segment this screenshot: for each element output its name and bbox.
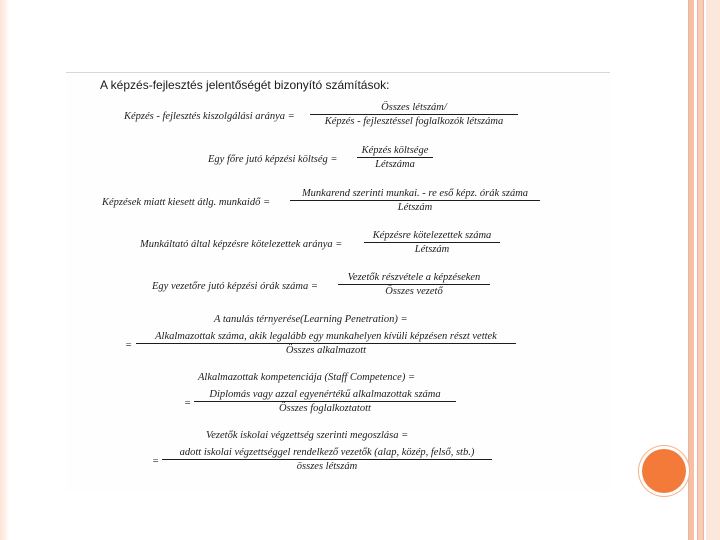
right-decor-line <box>688 0 689 540</box>
formula-lhs: Képzések miatt kiesett átlg. munkaidő = <box>102 197 271 208</box>
formula-lhs: Egy vezetőre jutó képzési órák száma = <box>152 281 318 292</box>
scan-top-border <box>66 72 610 73</box>
denominator: Összes alkalmazott <box>285 345 367 356</box>
denominator: összes létszám <box>296 461 358 472</box>
formula-lhs: Egy főre jutó képzési költség = <box>208 154 338 165</box>
numerator: Képzés költsége <box>361 145 429 156</box>
orange-circle-decor <box>642 449 686 493</box>
denominator: Létszám <box>397 202 433 213</box>
equals-sign: = <box>152 456 160 467</box>
formula-fraction <box>162 447 492 472</box>
numerator: Alkalmazottak száma, akik legalább egy munkahelyen kívüli képzésen részt vettek <box>155 331 497 342</box>
denominator: Összes vezető <box>385 286 443 297</box>
formula-title: Vezetők iskolai végzettség szerinti megoszlása = <box>206 430 409 441</box>
equals-sign: = <box>125 340 133 351</box>
right-decor-line <box>703 0 704 540</box>
numerator: Diplomás vagy azzal egyenértékű alkalmazottak száma <box>209 389 441 400</box>
formula-lhs: Munkáltató által képzésre kötelezettek aránya = <box>140 239 343 250</box>
left-decor-strip <box>0 0 9 540</box>
page-heading: A képzés-fejlesztés jelentőségét bizonyító számítások: <box>100 78 390 92</box>
formula-fraction <box>290 188 540 213</box>
equals-sign: = <box>184 398 192 409</box>
numerator: adott iskolai végzettséggel rendelkező vezetők (alap, közép, felső, stb.) <box>179 447 475 458</box>
denominator: Létszám <box>414 244 450 255</box>
formula-fraction <box>310 102 518 127</box>
formula-title: A tanulás térnyerése(Learning Penetration) = <box>214 314 408 325</box>
numerator: Vezetők részvétele a képzéseken <box>347 272 481 283</box>
numerator: Munkarend szerinti munkai. - re eső képz. órák száma <box>301 188 529 199</box>
numerator: Összes létszám/ <box>381 102 447 113</box>
denominator: Képzés - fejlesztéssel foglalkozók létszáma <box>324 116 504 127</box>
right-decor-stripe <box>706 0 720 540</box>
formula-fraction <box>338 272 490 297</box>
formula-fraction <box>136 331 516 356</box>
denominator: Összes foglalkoztatott <box>279 403 371 414</box>
formula-fraction <box>357 145 433 170</box>
formula-title: Alkalmazottak kompetenciája (Staff Competence) = <box>198 372 416 383</box>
formula-lhs: Képzés - fejlesztés kiszolgálási aránya = <box>124 111 295 122</box>
formula-fraction <box>194 389 456 414</box>
formula-fraction <box>364 230 500 255</box>
numerator: Képzésre kötelezettek száma <box>372 230 492 241</box>
right-decor-line <box>697 0 698 540</box>
denominator: Létszáma <box>375 159 415 170</box>
